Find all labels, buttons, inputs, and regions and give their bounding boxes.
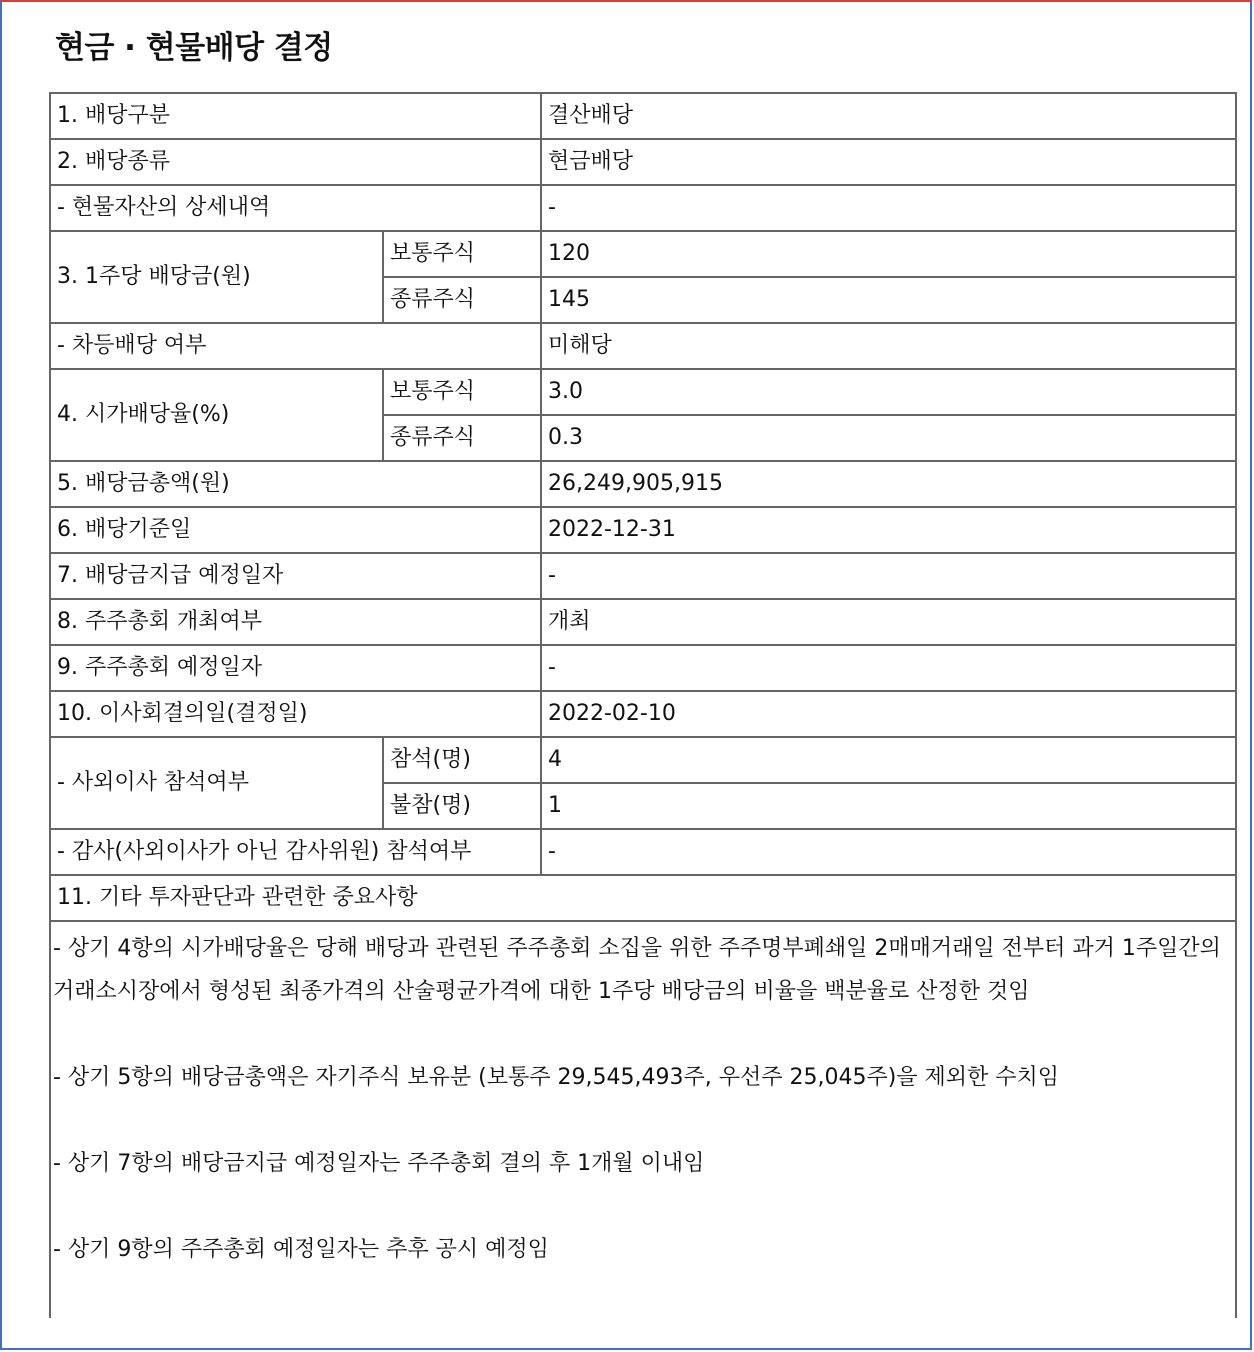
- row-label: 11. 기타 투자판단과 관련한 중요사항: [50, 875, 1236, 921]
- row-value: 현금배당: [541, 139, 1236, 185]
- row-value: 1: [541, 783, 1236, 829]
- table-row: [50, 93, 1236, 139]
- row-label: - 감사(사외이사가 아닌 감사위원) 참석여부: [50, 829, 541, 875]
- table-row: [50, 369, 1236, 415]
- row-sublabel: 종류주식: [383, 415, 541, 461]
- row-value: 120: [541, 231, 1236, 277]
- row-value: 4: [541, 737, 1236, 783]
- row-value: 145: [541, 277, 1236, 323]
- row-label: 10. 이사회결의일(결정일): [50, 691, 541, 737]
- table-row: [50, 599, 1236, 645]
- table-row: [50, 921, 1236, 1318]
- row-label: 4. 시가배당율(%): [50, 369, 383, 461]
- table-row: [50, 829, 1236, 875]
- note-text: - 상기 4항의 시가배당율은 당해 배당과 관련된 주주총회 소집을 위한 주주명부폐쇄일 2매매거래일 전부터 과거 1주일간의 거래소시장에서 형성된 최종가격의 산술평균가격에 대한 1주당 배당금의 비율을 백분율로 산정한 것임: [53, 936, 1221, 1004]
- row-label: 5. 배당금총액(원): [50, 461, 541, 507]
- page-title: 현금 · 현물배당 결정: [55, 30, 333, 66]
- row-sublabel: 불참(명): [383, 783, 541, 829]
- notes-cell: [50, 921, 1236, 1318]
- row-sublabel: 종류주식: [383, 277, 541, 323]
- row-label: 7. 배당금지급 예정일자: [50, 553, 541, 599]
- row-value: 개최: [541, 599, 1236, 645]
- table-row: [50, 323, 1236, 369]
- table-row: [50, 139, 1236, 185]
- row-label: - 차등배당 여부: [50, 323, 541, 369]
- row-label: 3. 1주당 배당금(원): [50, 231, 383, 323]
- row-sublabel: 참석(명): [383, 737, 541, 783]
- row-value: 3.0: [541, 369, 1236, 415]
- row-value: -: [541, 645, 1236, 691]
- table-row: [50, 875, 1236, 921]
- row-value: 2022-12-31: [541, 507, 1236, 553]
- row-value: -: [541, 185, 1236, 231]
- table-row: [50, 691, 1236, 737]
- table-row: [50, 645, 1236, 691]
- row-label: - 사외이사 참석여부: [50, 737, 383, 829]
- row-value: 2022-02-10: [541, 691, 1236, 737]
- row-label: 6. 배당기준일: [50, 507, 541, 553]
- table-row: [50, 737, 1236, 783]
- row-value: -: [541, 829, 1236, 875]
- row-value: 0.3: [541, 415, 1236, 461]
- note-text: - 상기 7항의 배당금지급 예정일자는 주주총회 결의 후 1개월 이내임: [53, 1150, 705, 1176]
- table-row: [50, 231, 1236, 277]
- row-label: 2. 배당종류: [50, 139, 541, 185]
- table-row: [50, 507, 1236, 553]
- row-label: 1. 배당구분: [50, 93, 541, 139]
- row-label: - 현물자산의 상세내역: [50, 185, 541, 231]
- row-label: 9. 주주총회 예정일자: [50, 645, 541, 691]
- dividend-disclosure-table: [49, 92, 1237, 1318]
- row-value: 결산배당: [541, 93, 1236, 139]
- row-value: 미해당: [541, 323, 1236, 369]
- table-row: [50, 461, 1236, 507]
- table-row: [50, 185, 1236, 231]
- row-value: 26,249,905,915: [541, 461, 1236, 507]
- note-text: - 상기 5항의 배당금총액은 자기주식 보유분 (보통주 29,545,493주, 우선주 25,045주)을 제외한 수치임: [53, 1064, 1060, 1090]
- note-text: - 상기 9항의 주주총회 예정일자는 추후 공시 예정임: [53, 1236, 549, 1262]
- table-row: [50, 553, 1236, 599]
- row-sublabel: 보통주식: [383, 231, 541, 277]
- row-sublabel: 보통주식: [383, 369, 541, 415]
- row-label: 8. 주주총회 개최여부: [50, 599, 541, 645]
- row-value: -: [541, 553, 1236, 599]
